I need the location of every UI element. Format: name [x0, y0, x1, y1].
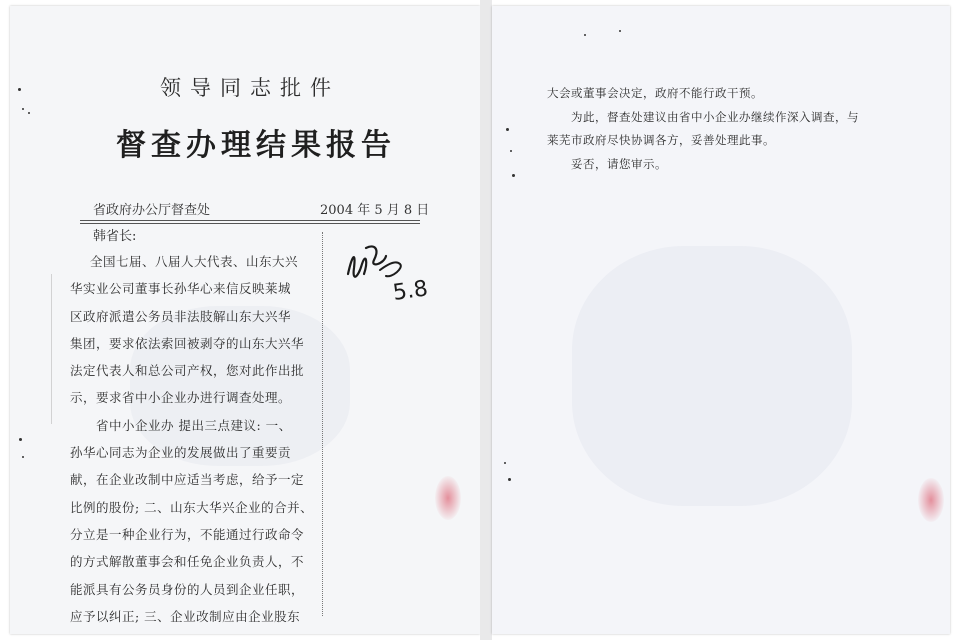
body-line: 莱芜市政府尽快协调各方，妥善处理此事。 — [547, 133, 775, 147]
body-line: 孙华心同志为企业的发展做出了重要贡 — [70, 445, 292, 461]
body-line: 区政府派遣公务员非法肢解山东大兴华 — [70, 308, 292, 324]
scan-speck — [508, 478, 511, 481]
scan-speck — [510, 150, 512, 152]
body-line: 能派具有公务员身份的人员到企业任职， — [70, 581, 305, 597]
body-line: 省中小企业办 提出三点建议: 一、 — [96, 417, 292, 433]
body-line: 应予以纠正; 三、企业改制应由企业股东 — [70, 608, 301, 624]
scan-speck — [619, 30, 621, 32]
scan-speck — [22, 108, 24, 110]
scan-speck — [19, 438, 22, 441]
body-line: 法定代表人和总公司产权，您对此作出批 — [70, 363, 305, 379]
right-body-text — [547, 82, 917, 176]
red-ink-smudge — [435, 476, 461, 520]
body-line: 为此，督查处建议由省中小企业办继续作深入调查，与 — [571, 109, 859, 124]
scan-speck — [506, 128, 509, 131]
body-line: 华实业公司董事长孙华心来信反映莱城 — [70, 281, 292, 297]
scan-speck — [22, 456, 24, 458]
handwritten-signature — [340, 234, 450, 313]
body-line: 大会或董事会决定，政府不能行政干预。 — [547, 86, 763, 100]
scan-speck — [584, 34, 586, 36]
body-line: 集团，要求依法索回被剥夺的山东大兴华 — [70, 335, 305, 351]
report-date: 2004 年 5 月 8 日 — [320, 203, 430, 218]
signature-date: 5.8 — [391, 276, 430, 306]
issuing-office: 省政府办公厅督查处 — [93, 203, 211, 218]
header-rule-thin — [80, 223, 420, 224]
header-subtitle: 领导同志批件 — [160, 76, 340, 100]
scan-speck — [512, 174, 515, 177]
body-line: 献，在企业改制中应适当考虑，给予一定 — [70, 472, 305, 488]
body-line: 比例的股份; 二、山东大华兴企业的合并、 — [70, 499, 314, 515]
margin-fold-line — [322, 232, 323, 616]
signature-scribble — [340, 234, 450, 309]
red-ink-smudge — [918, 478, 944, 522]
report-title: 督查办理结果报告 — [116, 128, 396, 163]
scan-speck — [18, 88, 21, 91]
left-page — [10, 6, 480, 634]
page-gutter — [480, 0, 492, 640]
salutation: 韩省长: — [93, 229, 137, 244]
scan-speck — [28, 112, 30, 114]
body-line: 示，要求省中小企业办进行调查处理。 — [70, 390, 292, 406]
scan-shading — [572, 246, 852, 506]
body-line: 全国七届、八届人大代表、山东大兴 — [90, 254, 299, 269]
binding-mark — [51, 274, 52, 424]
scan-speck — [504, 462, 506, 464]
header-rule — [80, 220, 420, 221]
right-page — [492, 6, 950, 634]
body-line: 妥否，请您审示。 — [571, 156, 667, 171]
body-line: 的方式解散董事会和任免企业负责人，不 — [70, 554, 305, 570]
left-body-text — [70, 248, 340, 630]
body-line: 分立是一种企业行为，不能通过行政命令 — [70, 526, 305, 542]
